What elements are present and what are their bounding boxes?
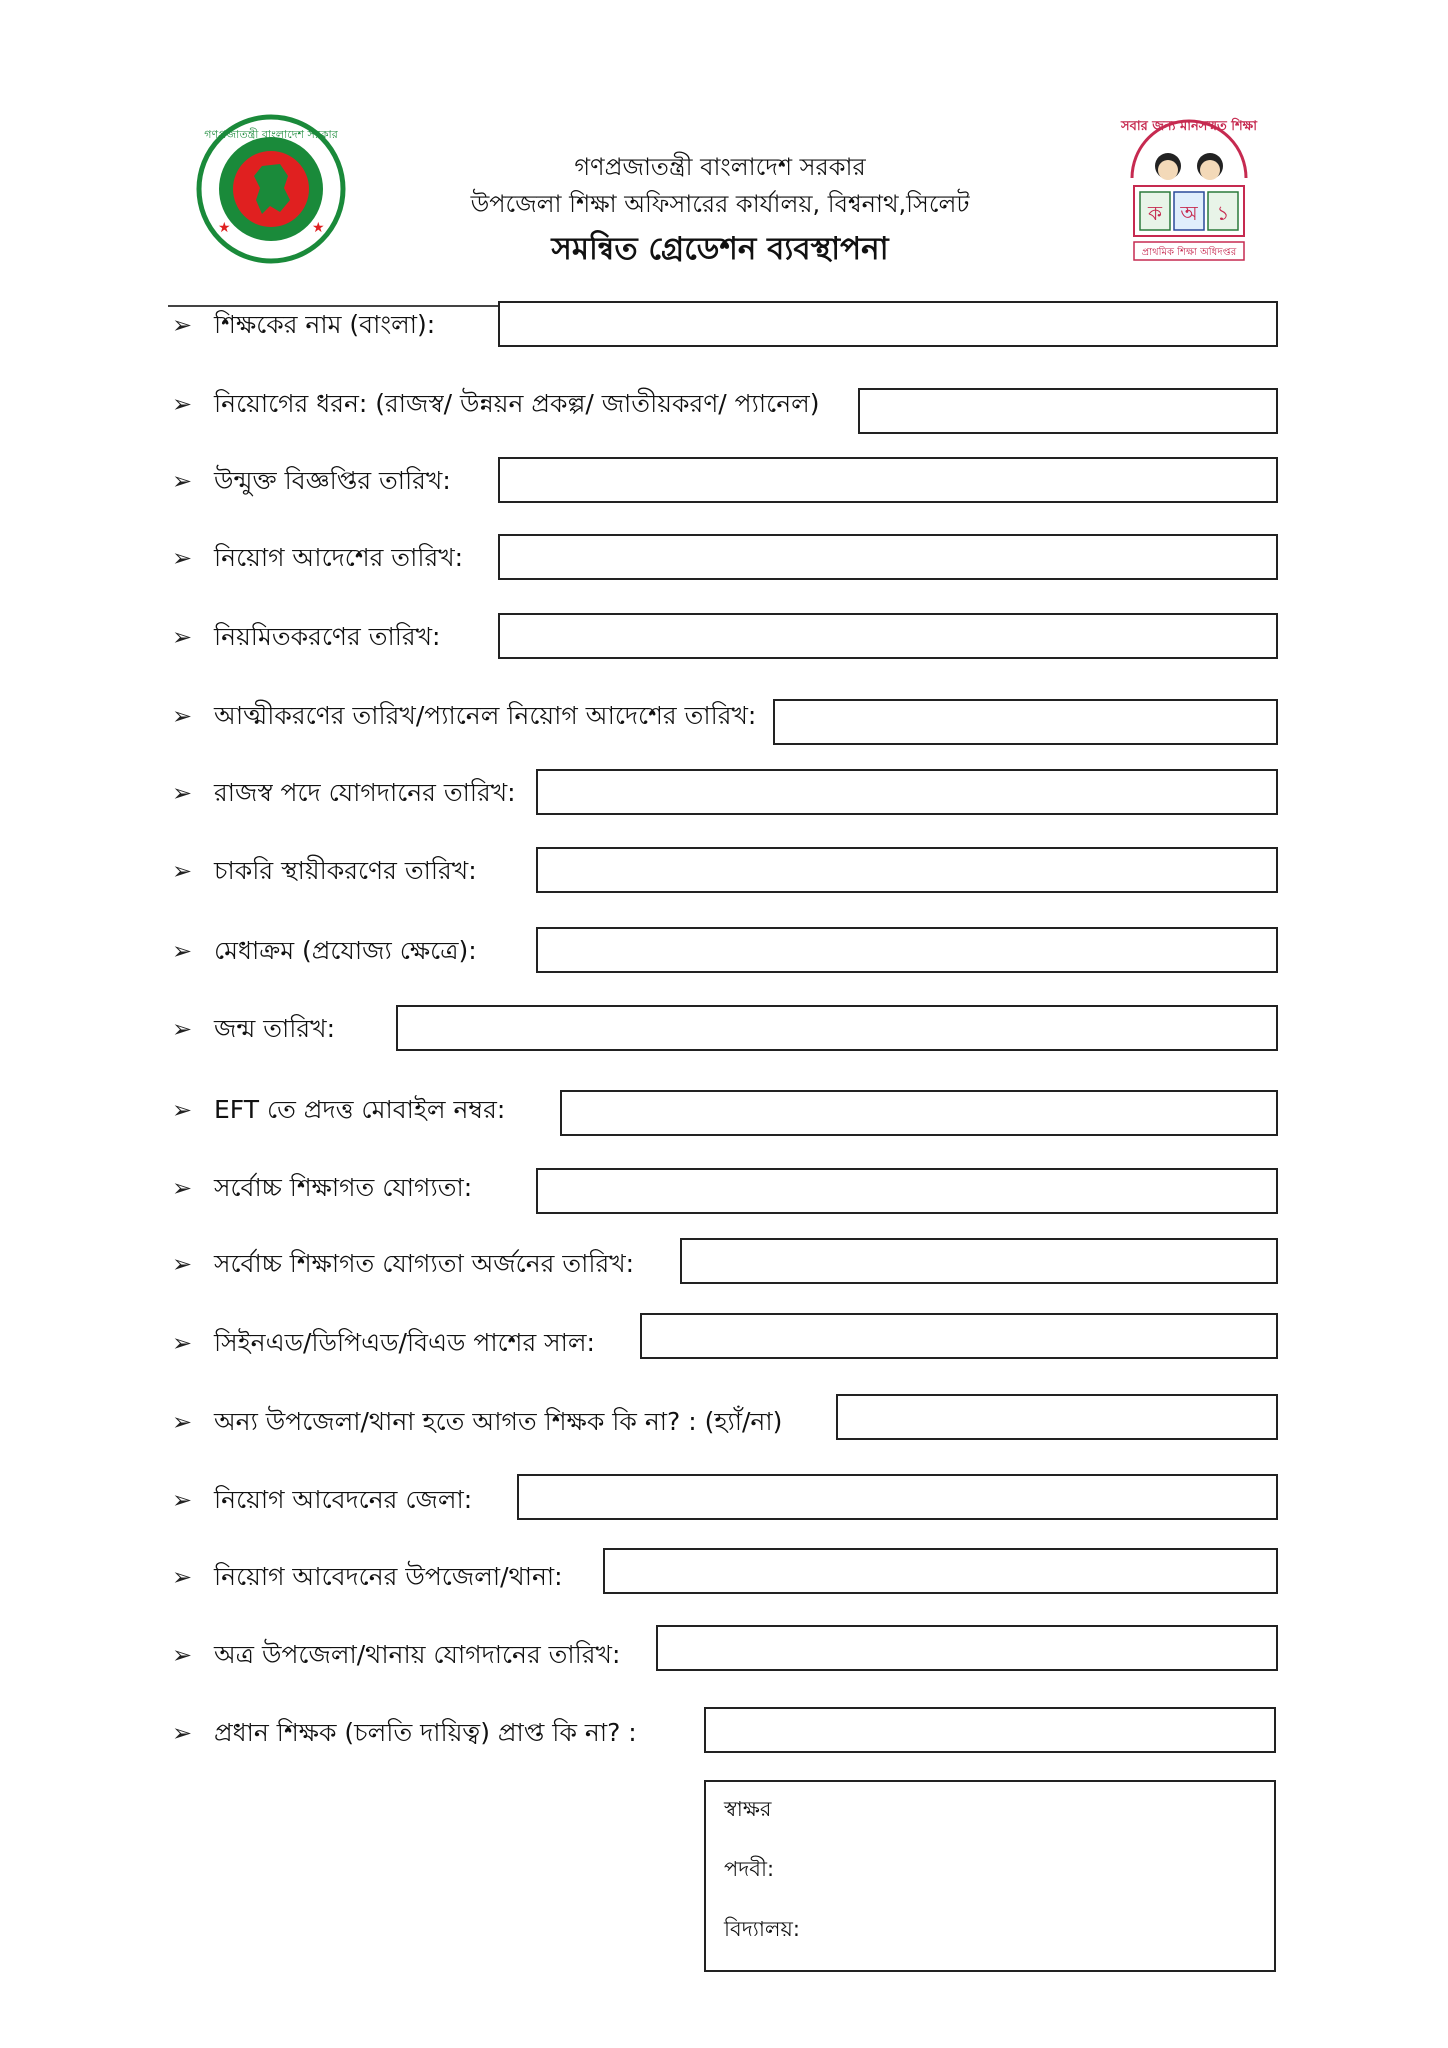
field-label: উন্মুক্ত বিজ্ঞপ্তির তারিখ: — [214, 466, 451, 495]
arrow-bullet-icon: ➢ — [172, 311, 193, 339]
field-label: নিয়োগ আবেদনের উপজেলা/থানা: — [214, 1562, 563, 1591]
logo-slogan: সবার জন্য মানসম্মত শিক্ষা — [1121, 119, 1257, 134]
confirmation-date-input[interactable] — [536, 847, 1278, 893]
govt-name: গণপ্রজাতন্ত্রী বাংলাদেশ সরকার — [574, 153, 866, 181]
field-label: রাজস্ব পদে যোগদানের তারিখ: — [214, 778, 516, 807]
svg-text:★: ★ — [218, 220, 231, 236]
arrow-bullet-icon: ➢ — [172, 937, 193, 965]
field-label: জন্ম তারিখ: — [214, 1014, 335, 1043]
arrow-bullet-icon: ➢ — [172, 702, 193, 730]
field-label: প্রধান শিক্ষক (চলতি দায়িত্ব) প্রাপ্ত কি না? : — [214, 1718, 637, 1747]
svg-text:★: ★ — [312, 220, 325, 236]
field-label: EFT তে প্রদত্ত মোবাইল নম্বর: — [214, 1095, 506, 1124]
arrow-bullet-icon: ➢ — [172, 1250, 193, 1278]
office-name: উপজেলা শিক্ষা অফিসারের কার্যালয়, বিশ্বনাথ,সিলেট — [470, 190, 970, 218]
transferred-teacher-input[interactable] — [836, 1394, 1278, 1440]
designation-label: পদবী: — [724, 1857, 775, 1881]
field-label: শিক্ষকের নাম (বাংলা): — [214, 310, 436, 339]
logo-letter-1: ক — [1148, 201, 1162, 225]
arrow-bullet-icon: ➢ — [172, 857, 193, 885]
qualification-date-input[interactable] — [680, 1238, 1278, 1284]
regularization-date-input[interactable] — [498, 613, 1278, 659]
logo-org-name: প্রাথমিক শিক্ষা অধিদপ্তর — [1141, 247, 1237, 258]
local-joining-date-input[interactable] — [656, 1625, 1278, 1671]
bangladesh-govt-seal-icon — [196, 114, 346, 264]
page-title: সমন্বিত গ্রেডেশন ব্যবস্থাপনা — [551, 231, 889, 267]
arrow-bullet-icon: ➢ — [172, 544, 193, 572]
birth-date-input[interactable] — [396, 1005, 1278, 1051]
absorption-date-input[interactable] — [773, 699, 1278, 745]
revenue-joining-date-input[interactable] — [536, 769, 1278, 815]
field-label: চাকরি স্থায়ীকরণের তারিখ: — [214, 856, 477, 885]
teacher-name-input[interactable] — [498, 301, 1278, 347]
logo-letter-2: অ — [1180, 201, 1198, 225]
arrow-bullet-icon: ➢ — [172, 467, 193, 495]
application-upazila-input[interactable] — [603, 1548, 1278, 1594]
arrow-bullet-icon: ➢ — [172, 1015, 193, 1043]
arrow-bullet-icon: ➢ — [172, 1096, 193, 1124]
field-label: সর্বোচ্চ শিক্ষাগত যোগ্যতা: — [214, 1173, 473, 1202]
application-district-input[interactable] — [517, 1474, 1278, 1520]
arrow-bullet-icon: ➢ — [172, 623, 193, 651]
field-label: নিয়মিতকরণের তারিখ: — [214, 622, 441, 651]
arrow-bullet-icon: ➢ — [172, 1329, 193, 1357]
field-label: মেধাক্রম (প্রযোজ্য ক্ষেত্রে): — [214, 936, 477, 965]
arrow-bullet-icon: ➢ — [172, 1408, 193, 1436]
arrow-bullet-icon: ➢ — [172, 1641, 193, 1669]
eft-mobile-input[interactable] — [560, 1090, 1278, 1136]
arrow-bullet-icon: ➢ — [172, 1486, 193, 1514]
primary-education-logo-icon — [1118, 108, 1260, 266]
form-title-block — [360, 150, 1080, 272]
signature-box[interactable] — [704, 1780, 1276, 1972]
open-notice-date-input[interactable] — [498, 457, 1278, 503]
school-label: বিদ্যালয়: — [724, 1917, 801, 1941]
field-label: নিয়োগ আদেশের তারিখ: — [214, 543, 464, 572]
training-pass-year-input[interactable] — [640, 1313, 1278, 1359]
form-header — [0, 0, 1448, 310]
field-label: অন্য উপজেলা/থানা হতে আগত শিক্ষক কি না? : (হ্যাঁ/না) — [214, 1407, 783, 1436]
arrow-bullet-icon: ➢ — [172, 1719, 193, 1747]
field-label: সর্বোচ্চ শিক্ষাগত যোগ্যতা অর্জনের তারিখ: — [214, 1249, 635, 1278]
seal-top-text: গণপ্রজাতন্ত্রী বাংলাদেশ সরকার — [204, 128, 338, 141]
appointment-order-date-input[interactable] — [498, 534, 1278, 580]
arrow-bullet-icon: ➢ — [172, 1174, 193, 1202]
arrow-bullet-icon: ➢ — [172, 1563, 193, 1591]
field-label: নিয়োগ আবেদনের জেলা: — [214, 1485, 473, 1514]
arrow-bullet-icon: ➢ — [172, 779, 193, 807]
logo-letter-3: ১ — [1216, 201, 1230, 225]
merit-rank-input[interactable] — [536, 927, 1278, 973]
field-label: অত্র উপজেলা/থানায় যোগদানের তারিখ: — [214, 1640, 621, 1669]
field-label: নিয়োগের ধরন: (রাজস্ব/ উন্নয়ন প্রকল্প/ জাতীয়করণ/ প্যানেল) — [214, 389, 820, 418]
signature-label: স্বাক্ষর — [724, 1797, 772, 1821]
appointment-type-input[interactable] — [858, 388, 1278, 434]
field-label: আত্মীকরণের তারিখ/প্যানেল নিয়োগ আদেশের তারিখ: — [214, 701, 757, 730]
arrow-bullet-icon: ➢ — [172, 390, 193, 418]
highest-qualification-input[interactable] — [536, 1168, 1278, 1214]
head-teacher-charge-input[interactable] — [704, 1707, 1276, 1753]
field-label: সিইনএড/ডিপিএড/বিএড পাশের সাল: — [214, 1328, 595, 1357]
